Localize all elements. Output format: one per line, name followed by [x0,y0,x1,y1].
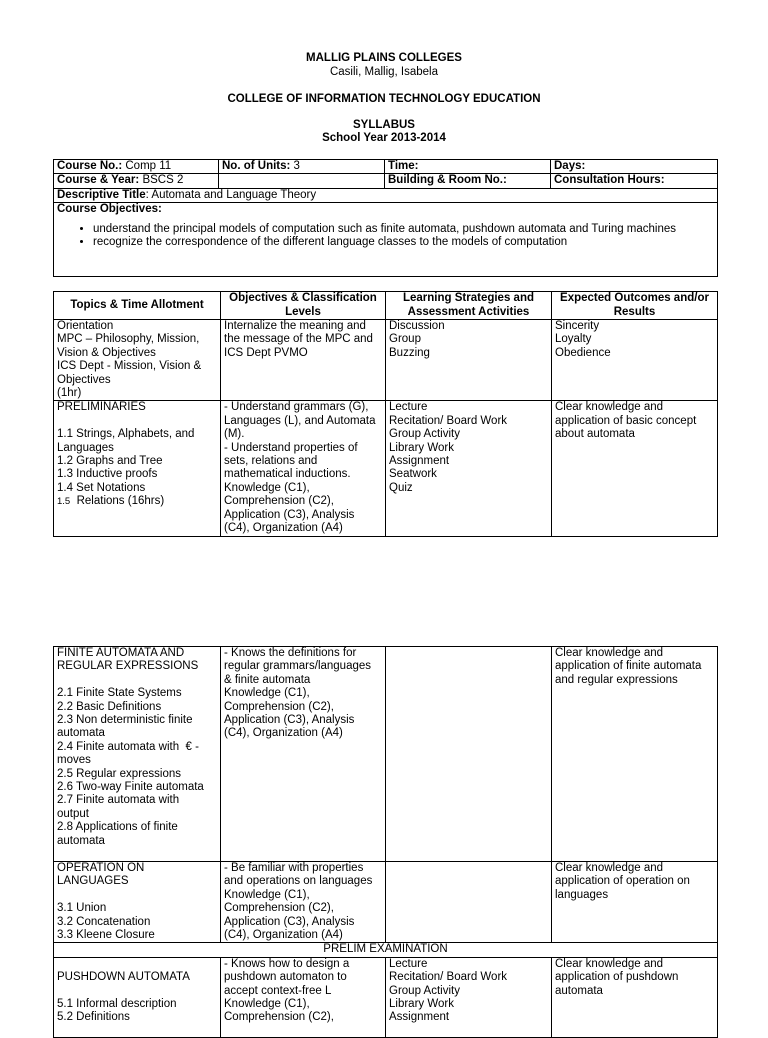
objectives-cell: Internalize the meaning and the message of the MPC and ICS Dept PVMO [221,320,386,401]
course-objectives-label: Course Objectives: [57,203,162,216]
consultation-cell: Consultation Hours: [551,174,718,188]
table-row [54,957,718,1037]
objectives-cell: - Be familiar with properties and operations on languages Knowledge (C1), Comprehension (C2), Application (C3), Analysis (C4), Organization (A4) [221,862,386,943]
prelim-exam-label: PRELIM EXAMINATION [54,943,718,957]
topics-cell: Orientation MPC – Philosophy, Mission, Vision & Objectives ICS Dept - Mission, Vision & Objectives (1hr) [54,320,221,401]
document-title: SYLLABUS [353,119,415,131]
topics-cell: FINITE AUTOMATA AND REGULAR EXPRESSIONS 2.1 Finite State Systems 2.2 Basic Definitions 2.3 Non deterministic finite automata 2.4 Finite automata with € - moves 2.5 Regular expressions 2.6 Two-way Finite automata 2.7 Finite automata with output 2.8 Applications of finite automata [54,647,221,862]
table-row [54,862,718,943]
outcomes-cell: Clear knowledge and application of finite automata and regular expressions [552,647,718,862]
strategies-cell: Lecture Recitation/ Board Work Group Activity Library Work Assignment Seatwork Quiz [386,401,552,536]
course-info-table [53,159,718,277]
syllabus-table-1 [53,291,718,537]
objective-item: • recognize the correspondence of the different language classes to the models of computation [93,236,715,249]
table-row [54,401,718,536]
outcomes-cell: Sincerity Loyalty Obedience [552,320,718,401]
descriptive-title-cell: Descriptive Title: Automata and Language Theory [54,188,718,202]
table-row [54,320,718,401]
department-name: COLLEGE OF INFORMATION TECHNOLOGY EDUCATION [227,93,541,105]
outcomes-cell: Clear knowledge and application of pushdown automata [552,957,718,1037]
header-topics: Topics & Time Allotment [54,292,221,320]
strategies-cell: Lecture Recitation/ Board Work Group Activity Library Work Assignment [386,957,552,1037]
objective-item: • understand the principal models of computation such as finite automata, pushdown automata and Turing machines [93,223,715,236]
syllabus-table-2 [53,646,718,1038]
outcomes-cell: Clear knowledge and application of operation on languages [552,862,718,943]
topics-cell: PUSHDOWN AUTOMATA 5.1 Informal description 5.2 Definitions [54,957,221,1037]
building-cell: Building & Room No.: [385,174,551,188]
topics-cell: OPERATION ON LANGUAGES 3.1 Union 3.2 Concatenation 3.3 Kleene Closure [54,862,221,943]
header-outcomes: Expected Outcomes and/or Results [552,292,718,320]
course-objectives-list [57,223,715,250]
outcomes-cell: Clear knowledge and application of basic concept about automata [552,401,718,536]
exam-row [54,943,718,957]
course-year-cell: Course & Year: BSCS 2 [54,174,219,188]
header-strategies: Learning Strategies and Assessment Activities [386,292,552,320]
days-cell: Days: [551,160,718,174]
objectives-cell: - Knows the definitions for regular grammars/languages & finite automata Knowledge (C1), Comprehension (C2), Application (C3), Analysis (C4), Organization (A4) [221,647,386,862]
college-address: Casili, Mallig, Isabela [329,66,438,78]
table-row [54,647,718,862]
course-no-cell: Course No.: Comp 11 [54,160,219,174]
objectives-cell: - Knows how to design a pushdown automaton to accept context-free L Knowledge (C1), Comprehension (C2), [221,957,386,1037]
time-cell: Time: [385,160,551,174]
strategies-cell: Discussion Group Buzzing [386,320,552,401]
header-objectives: Objectives & Classification Levels [221,292,386,320]
objectives-cell: - Understand grammars (G), Languages (L), and Automata (M). - Understand properties of sets, relations and mathematical inductions. Knowledge (C1), Comprehension (C2), Application (C3), Analysis (C4), Organization (A4) [221,401,386,536]
strategies-cell [386,862,552,943]
units-cell: No. of Units: 3 [219,160,385,174]
topics-cell: PRELIMINARIES 1.1 Strings, Alphabets, and Languages 1.2 Graphs and Tree 1.3 Inductive proofs 1.4 Set Notations 1.5 Relations (16hrs) [54,401,221,536]
course-objectives-cell [54,203,718,277]
strategies-cell [386,647,552,862]
college-name: MALLIG PLAINS COLLEGES [306,52,462,64]
school-year: School Year 2013-2014 [322,132,446,144]
